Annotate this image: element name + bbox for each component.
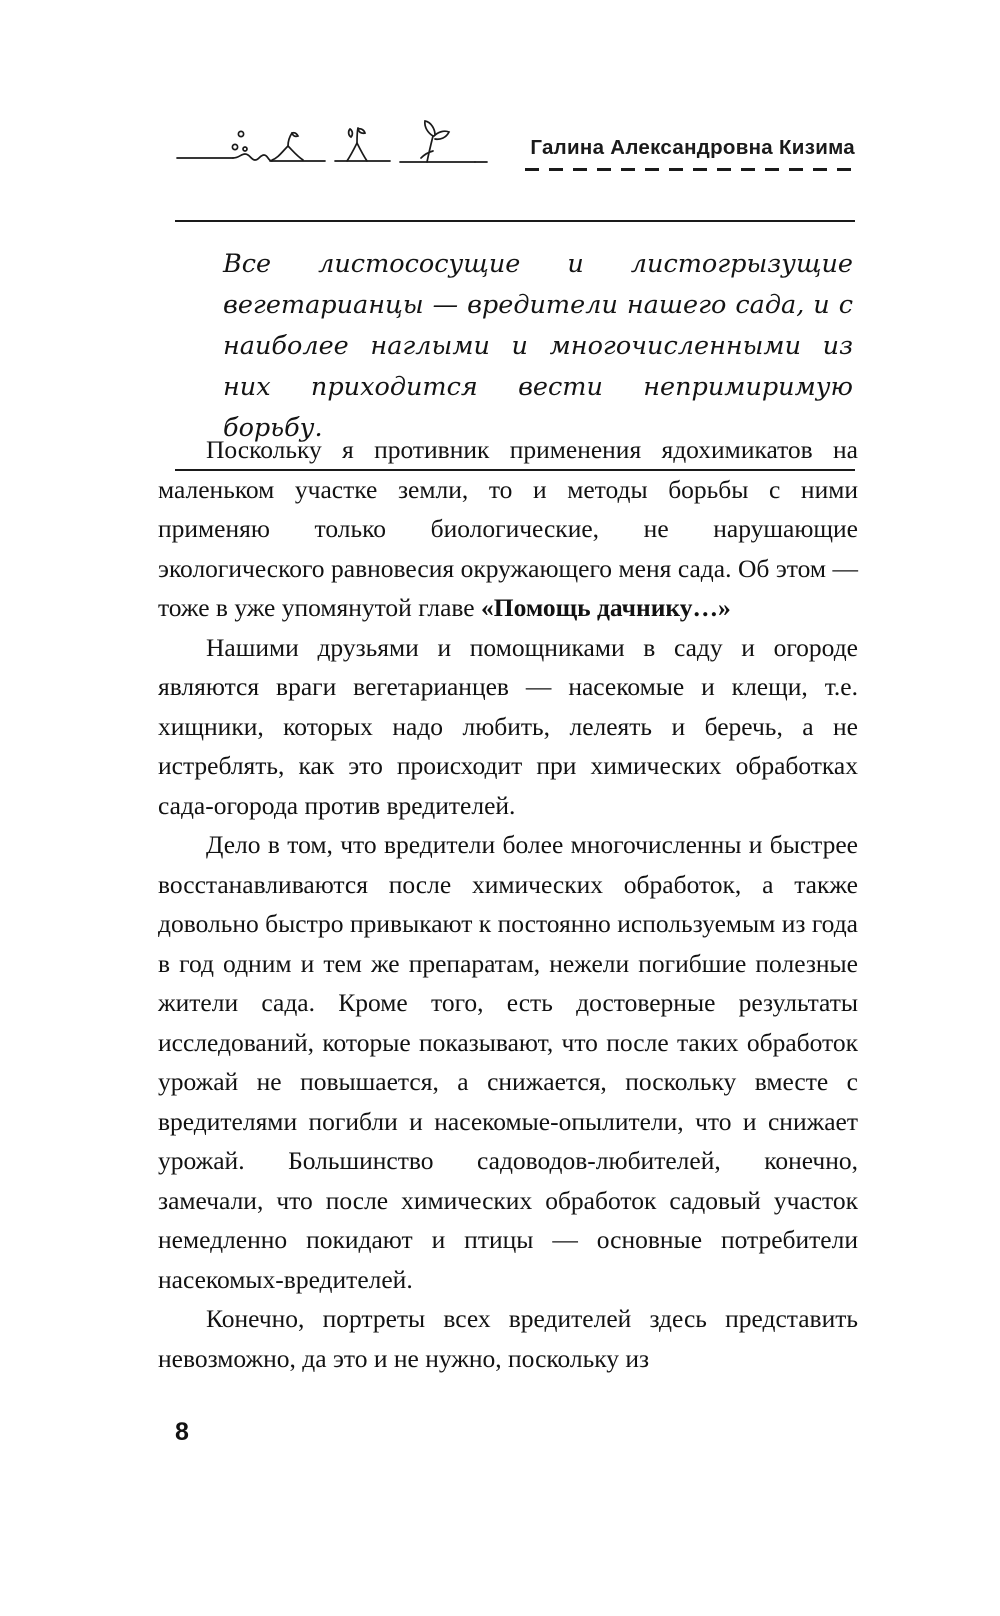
- paragraph: [158, 628, 858, 826]
- page-number: 8: [175, 1418, 189, 1446]
- emphasis-bold: «Помощь дачнику…»: [481, 593, 731, 622]
- running-head: [175, 118, 855, 188]
- text-run: Конечно, портреты всех вредителей здесь представить невозможно, да это и не нужно, поскольку из: [158, 1304, 858, 1373]
- text-run: Нашими друзьями и помощниками в саду и огороде являются враги вегетарианцев — насекомые и клещи, т.е. хищники, которых надо любить, лелеять и беречь, а не истреблять, как это происходит при химических обработках сада-огорода против вредителей.: [158, 632, 858, 820]
- text-run: Поскольку я противник применения ядохимикатов на маленьком участке земли, то и методы борьбы с ними применяю только биологические, не нарушающие экологического равновесия окружающего меня сада. Об этом — тоже в уже упомянутой главе: [158, 435, 858, 622]
- plant-sprouts-ornament: [175, 118, 505, 178]
- epigraph-text: Все листососущие и листогрызущие вегетарианцы — вредители нашего сада, и с наиболее наглыми и многочисленными из них приходится вести непримиримую борьбу.: [223, 249, 853, 443]
- running-head-author: Галина Александровна Кизима: [530, 136, 855, 159]
- paragraph: [158, 430, 858, 628]
- text-run: Дело в том, что вредители более многочисленны и быстрее восстанавливаются после химических обработок, а также довольно быстро привыкают к постоянно используемым из года в год одним и тем же препаратам, нежели погибшие полезные жители сада. Кроме того, есть достоверные результаты исследований, которые показывают, что после таких обработок урожай не повышается, а снижается, поскольку вместе с вредителями погибли и насекомые-опылители, что и снижает урожай. Большинство садоводов-любителей, конечно, замечали, что после химических обработок садовый участок немедленно покидают и птицы — основные потребители насекомых-вредителей.: [158, 830, 858, 1294]
- body-text: [158, 430, 858, 1378]
- paragraph: [158, 825, 858, 1299]
- paragraph: [158, 1299, 858, 1378]
- running-head-dashed-rule: [525, 168, 855, 171]
